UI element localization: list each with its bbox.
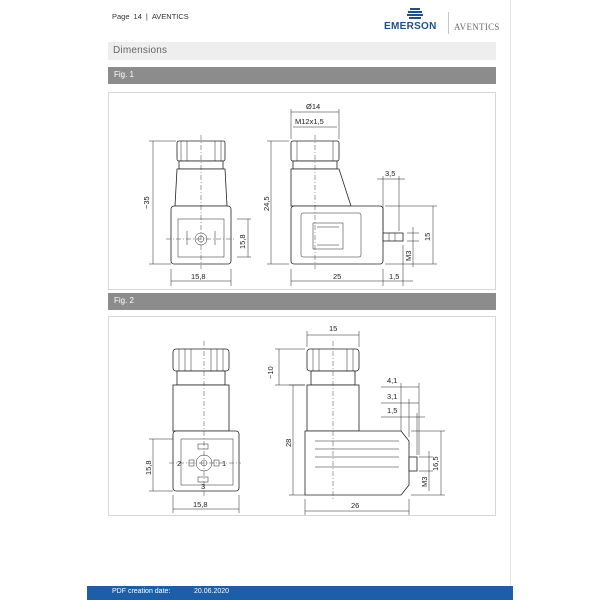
fig1-side-view (291, 135, 403, 269)
fig1-label: Fig. 1 (114, 70, 135, 79)
footer-bar (87, 586, 513, 600)
footer-label: PDF creation date: (112, 588, 171, 595)
aventics-wordmark: AVENTICS (454, 22, 500, 32)
fig2-top-width-label: 15 (329, 324, 338, 333)
fig1-screw-label: M3 (404, 250, 413, 261)
fig1-front-height-label: 15,8 (238, 234, 247, 249)
fig2-front-height-label: 15,8 (144, 460, 153, 475)
logo-divider (448, 12, 449, 34)
emerson-globe-icon (406, 8, 424, 20)
company-logo (384, 8, 508, 36)
section-heading-bar (108, 42, 496, 60)
fig2-pin-3-label: 3 (201, 482, 206, 491)
fig2-pin-1-label: 1 (222, 459, 227, 468)
fig1-header-bar (108, 67, 496, 84)
page-label: Page (112, 12, 130, 21)
header-separator: | (145, 12, 148, 21)
fig1-right-height-label: 15 (423, 232, 432, 241)
fig1-overall-height-label: ~35 (142, 196, 151, 209)
fig1-length-label: 25 (333, 272, 342, 281)
section-title: Dimensions (113, 45, 168, 56)
fig1-front-width-label: 15,8 (191, 272, 206, 281)
fig1-diameter-label: Ø14 (306, 102, 321, 111)
fig2-dim-15-label: 1,5 (387, 406, 398, 415)
fig1-technical-drawing (109, 93, 495, 289)
page-edge-rule (510, 0, 511, 600)
fig2-right-height-label: 16,5 (431, 456, 440, 471)
fig2-side-height-label: 28 (284, 438, 293, 447)
fig2-drawing-frame (108, 316, 496, 516)
fig2-pin-2-label: 2 (177, 459, 182, 468)
fig2-top-height-label: ~10 (266, 366, 275, 379)
fig1-side-height-label: 24,5 (262, 196, 271, 211)
fig2-front-width-label: 15,8 (193, 500, 208, 509)
fig2-screw-label: M3 (420, 476, 429, 487)
fig1-front-view (166, 135, 236, 269)
fig2-technical-drawing (109, 317, 495, 515)
footer-date: 20.06.2020 (194, 588, 230, 595)
fig1-pin-gap-label: 1,5 (389, 272, 400, 281)
fig1-drawing-frame (108, 92, 496, 290)
emerson-wordmark: EMERSON (384, 21, 437, 32)
page-number: 14 (133, 12, 142, 21)
fig2-dim-4-label: 4,1 (387, 376, 398, 385)
fig2-length-label: 26 (351, 501, 360, 510)
page-header (112, 12, 193, 21)
fig2-front-view (169, 341, 241, 496)
fig2-side-view (305, 341, 417, 501)
fig2-header-bar (108, 293, 496, 310)
fig2-dim-3-label: 3,1 (387, 392, 398, 401)
fig1-pin-offset-label: 3,5 (385, 169, 396, 178)
document-title: AVENTICS (151, 12, 189, 21)
fig1-thread-label: M12x1,5 (295, 117, 324, 126)
fig2-label: Fig. 2 (114, 296, 135, 305)
